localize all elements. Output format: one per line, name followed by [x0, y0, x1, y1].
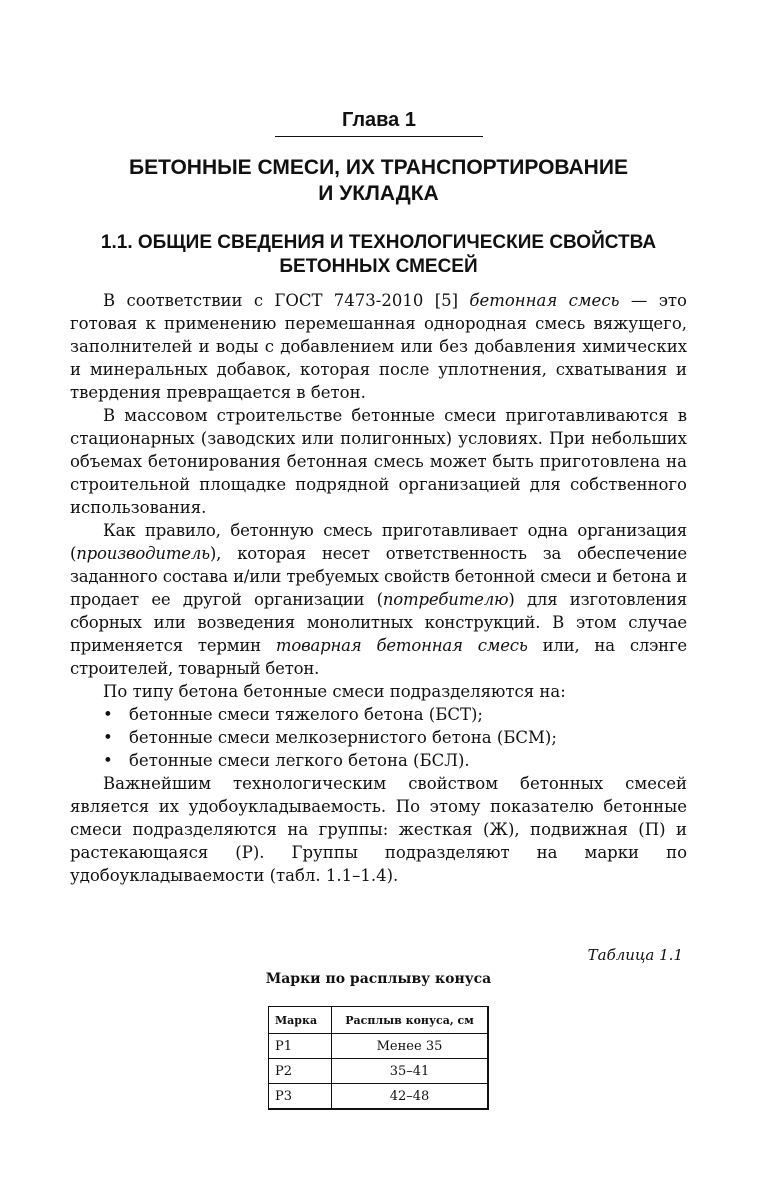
section-heading	[60, 231, 697, 279]
bullet-icon: •	[103, 705, 113, 724]
term-concrete-mix: бетонная смесь	[469, 291, 620, 310]
list-item-text: бетонные смеси легкого бетона (БСЛ).	[129, 751, 470, 770]
paragraph-1	[70, 289, 687, 404]
paragraph-1-text-a: В соответствии с ГОСТ 7473-2010 [5]	[103, 291, 470, 310]
chapter-heading: Глава 1	[275, 108, 483, 137]
section-heading-line-2: БЕТОННЫХ СМЕСЕЙ	[279, 256, 478, 277]
table-cell-spread: Менее 35	[332, 1034, 489, 1059]
list-item	[70, 749, 687, 772]
table-cell-grade: Р1	[269, 1034, 332, 1059]
table-row	[269, 1034, 489, 1059]
bullet-icon: •	[103, 728, 113, 747]
term-ready-mix: товарная бетонная смесь	[275, 636, 528, 655]
table-cell-spread: 35–41	[332, 1059, 489, 1084]
cone-spread-table	[268, 1006, 489, 1110]
bullet-list	[70, 703, 687, 772]
list-item	[70, 703, 687, 726]
chapter-title-line-1: БЕТОННЫЕ СМЕСИ, ИХ ТРАНСПОРТИРОВАНИЕ	[129, 156, 628, 179]
paragraph-3-text-a: Как правило, бетонную смесь приготавливает одна организация (	[70, 521, 687, 563]
table-caption: Марки по расплыву конуса	[265, 971, 492, 987]
table-cell-grade: Р3	[269, 1084, 332, 1110]
term-producer: производитель	[76, 544, 210, 563]
term-consumer: потребителю	[382, 590, 509, 609]
paragraph-3	[70, 519, 687, 680]
chapter-title-line-2: И УКЛАДКА	[318, 182, 439, 205]
paragraph-3-text-d: или, на слэнге строителей, товарный бетон.	[70, 636, 687, 678]
table-cell-spread: 42–48	[332, 1084, 489, 1110]
column-header-grade: Марка	[269, 1007, 332, 1034]
table-header-row	[269, 1007, 489, 1034]
paragraph-3-text-c: ) для изготовления сборных или возведения монолитных конструкций. В этом случае применяется термин	[70, 590, 687, 655]
column-header-spread: Расплыв конуса, см	[332, 1007, 489, 1034]
body-text	[70, 289, 687, 887]
paragraph-3-text-b: ), которая несет ответственность за обеспечение заданного состава и/или требуемых свойств бетонной смеси и бетона и продает ее другой организации (	[70, 544, 687, 609]
list-item	[70, 726, 687, 749]
table-row	[269, 1059, 489, 1084]
table-number: Таблица 1.1	[587, 946, 683, 964]
list-item-text: бетонные смеси мелкозернистого бетона (БСМ);	[129, 728, 557, 747]
paragraph-4: По типу бетона бетонные смеси подразделяются на:	[103, 682, 566, 701]
paragraph-2: В массовом строительстве бетонные смеси приготавливаются в стационарных (заводских или полигонных) условиях. При небольших объемах бетонирования бетонная смесь может быть приготовлена на строительной площадке подрядной организацией для собственного использования.	[70, 406, 687, 517]
table-row	[269, 1084, 489, 1110]
section-heading-line-1: 1.1. ОБЩИЕ СВЕДЕНИЯ И ТЕХНОЛОГИЧЕСКИЕ СВОЙСТВА	[100, 232, 657, 253]
list-item-text: бетонные смеси тяжелого бетона (БСТ);	[129, 705, 483, 724]
bullet-icon: •	[103, 751, 113, 770]
chapter-title	[60, 155, 697, 207]
table-cell-grade: Р2	[269, 1059, 332, 1084]
paragraph-5: Важнейшим технологическим свойством бетонных смесей является их удобоукладываемость. По этому показателю бетонные смеси подразделяются на группы: жесткая (Ж), подвижная (П) и растекающаяся (Р). Группы подразделяют на марки по удобоукладываемости (табл. 1.1–1.4).	[70, 774, 687, 885]
paragraph-1-text-b: — это готовая к применению перемешанная однородная смесь вяжущего, заполнителей и воды с добавлением или без добавления химических и минеральных добавок, которая после уплотнения, схватывания и твердения превращается в бетон.	[70, 291, 687, 402]
